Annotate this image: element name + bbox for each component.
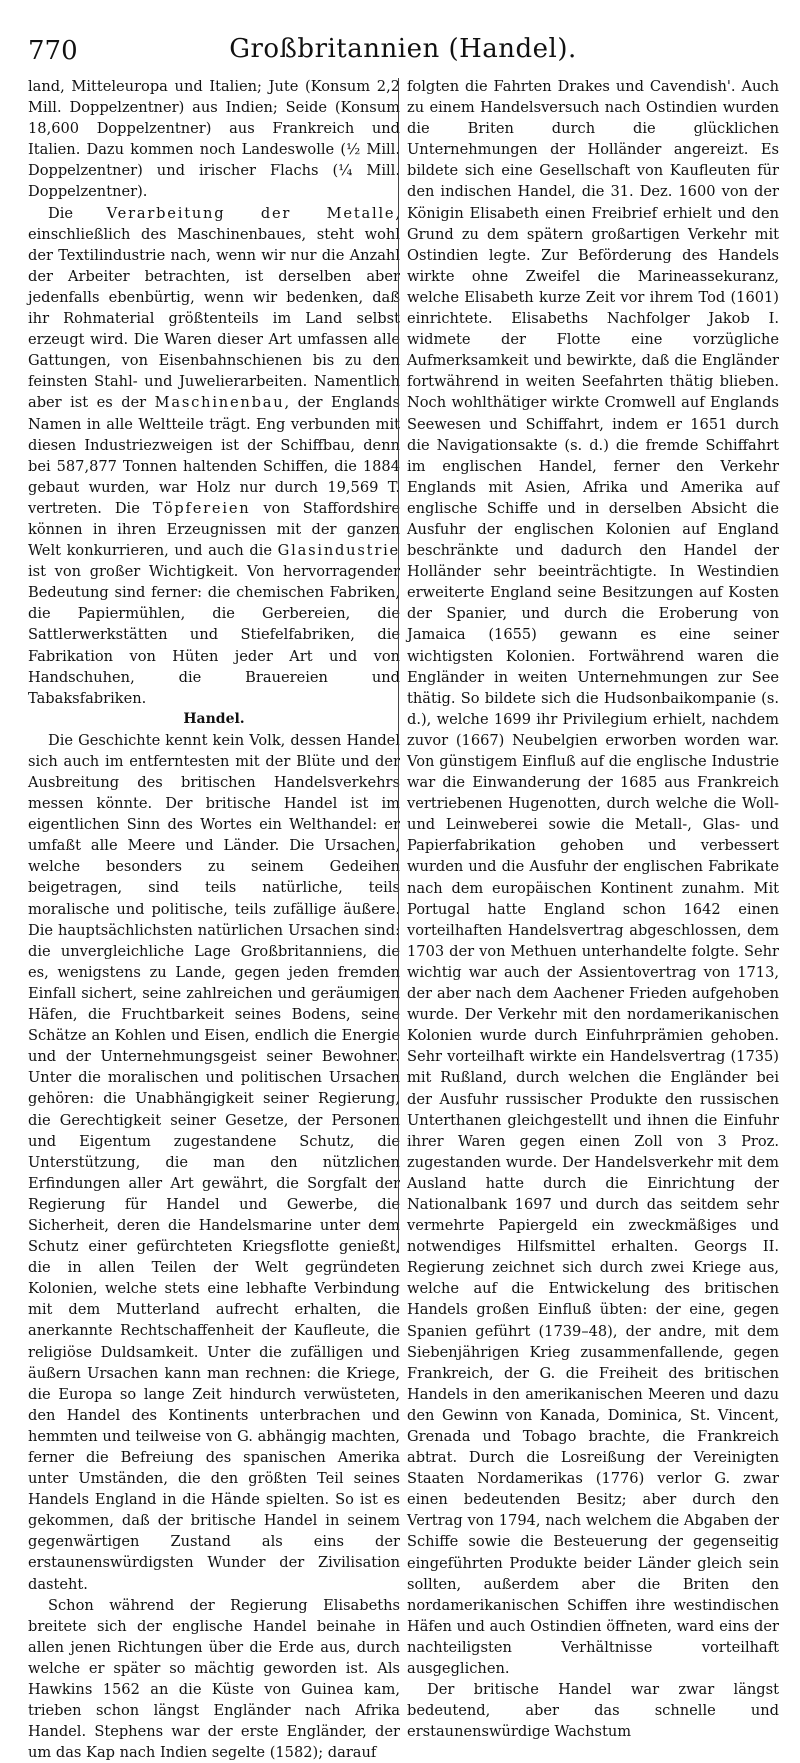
paragraph-text: , der Englands Namen in alle Weltteile trägt. Eng verbunden mit diesen Industriezweigen ist der Schiffbau, denn bei 587,877 Tonnen haltenden Schiffen, die 1884 gebaut wurden, war Holz nur durch 19,569 T. vertreten. Die [28, 394, 400, 517]
term-glass-industry: Glasindustrie [277, 542, 400, 560]
term-machine-building: Maschinenbau [154, 394, 285, 412]
paragraph-trade-history: Die Geschichte kennt kein Volk, dessen Handel sich auch im entferntesten mit der Blüte und der Ausbreitung des britischen Handelsverkehrs messen könnte. Der britische Handel ist im eigentlichen Sinn des Wortes ein Welthandel: er umfaßt alle Meere und Länder. Die Ursachen, welche besonders zu seinem Gedeihen beigetragen, sind teils natürliche, teils moralische und politische, teils zufällige äußere. Die hauptsächlichsten natürlichen Ursachen sind: die unvergleichliche Lage Großbritanniens, die es, wenigstens zu Lande, gegen jeden fremden Einfall sichert, seine zahlreichen und geräumigen Häfen, die Fruchtbarkeit seines Bodens, seine Schätze an Kohlen und Eisen, endlich die Energie und der Unternehmungsgeist seiner Bewohner. Unter die moralischen und politischen Ursachen gehören: die Unabhängigkeit seiner Regierung, die Gerechtigkeit seiner Gesetze, der Personen und Eigentum zugestandene Schutz, die Unterstützung, die man den nützlichen Erfindungen aller Art gewährt, die Sorgfalt der Regierung für Handel und Gewerbe, die Sicherheit, deren die Handelsmarine unter dem Schutz einer gefürchteten Kriegsflotte genießt, die in allen Teilen der Welt gegründeten Kolonien, welche stets eine lebhafte Verbindung mit dem Mutterland aufrecht erhalten, die anerkannte Rechtschaffenheit der Kaufleute, die religiöse Duldsamkeit. Unter die zufälligen und äußern Ursachen kann man rechnen: die Kriege, die Europa so lange Zeit hindurch verwüsteten, den Handel des Kontinents unterbrachen und hemmten und teilweise von G. abhängig machten, ferner die Befreiung des spanischen Amerika unter Umständen, die den größten Teil seines Handels England in die Hände spielten. So ist es gekommen, daß der britische Handel in seinem gegenwärtigen Zustand als eins der erstaunenswürdigsten Wunder der Zivilisation dasteht. [28, 731, 400, 1593]
left-column [28, 76, 400, 1763]
column-divider [398, 78, 399, 1253]
right-column [407, 76, 779, 1742]
paragraph-metal-processing [28, 203, 400, 709]
paragraph-text: ist von großer Wichtigkeit. Von hervorragender Bedeutung sind ferner: die chemischen Fabriken, die Papiermühlen, die Gerbereien, die Sattlerwerkstätten und Stiefelfabriken, die Fabrikation von Hüten jeder Art und von Handschuhen, die Brauereien und Tabaksfabriken. [28, 563, 400, 707]
term-metal-processing: Verarbeitung der Metalle [106, 204, 396, 222]
paragraph-textile-raw-materials: land, Mitteleuropa und Italien; Jute (Konsum 2,2 Mill. Doppelzentner) aus Indien; Seide (Konsum 18,600 Doppelzentner) aus Frankreich und Italien. Dazu kommen noch Landeswolle (½ Mill. Doppelzentner) und irischer Flachs (¼ Mill. Doppelzentner). [28, 78, 400, 201]
page-header [28, 30, 778, 70]
paragraph-text: von Staffordshire können in ihren Erzeugnissen mit der ganzen Welt konkurrieren, und auch die [28, 499, 400, 560]
term-potteries: Töpfereien [152, 499, 251, 517]
running-title: Großbritannien (Handel). [229, 34, 577, 64]
paragraph-elizabeth-era: Schon während der Regierung Elisabeths breitete sich der englische Handel beinahe in allen jenen Richtungen über die Erde aus, durch welche er später so mächtig geworden ist. Als Hawkins 1562 an die Küste von Guinea kam, trieben schon längst Engländer nach Afrika Handel. Stephens war der erste Engländer, der um das Kap nach Indien segelte (1582); darauf [28, 1596, 400, 1762]
paragraph-text: , einschließlich des Maschinenbaues, steht wohl der Textilindustrie nach, wenn wir nur die Anzahl der Arbeiter betrachten, ist derselben aber jedenfalls ebenbürtig, wenn wir bedenken, daß ihr Rohmaterial größtenteils im Land selbst erzeugt wird. Die Waren dieser Art umfassen alle Gattungen, von Eisenbahnschienen bis zu den feinsten Stahl- und Juwelierarbeiten. Namentlich aber ist es der [28, 204, 400, 412]
section-heading-handel: Handel. [183, 710, 245, 727]
page-number: 770 [28, 36, 78, 66]
paragraph-trade-growth: Der britische Handel war zwar längst bedeutend, aber das schnelle und erstaunenswürdige Wachstum [407, 1681, 779, 1741]
paragraph-trade-expansion: folgten die Fahrten Drakes und Cavendish'. Auch zu einem Handelsversuch nach Ostindien wurden die Briten durch die glücklichen Unternehmungen der Holländer angereizt. Es bildete sich eine Gesellschaft von Kaufleuten für den indischen Handel, die 31. Dez. 1600 von der Königin Elisabeth einen Freibrief erhielt und den Grund zu dem spätern großartigen Verkehr mit Ostindien legte. Zur Beförderung des Handels wirkte ohne Zweifel die Marineassekuranz, welche Elisabeth kurze Zeit vor ihrem Tod (1601) einrichtete. Elisabeths Nachfolger Jakob I. widmete der Flotte eine vorzügliche Aufmerksamkeit und bewirkte, daß die Engländer fortwährend in weiten Seefahrten thätig blieben. Noch wohlthätiger wirkte Cromwell auf Englands Seewesen und Schiffahrt, indem er 1651 durch die Navigationsakte (s. d.) die fremde Schiffahrt im englischen Handel, ferner den Verkehr Englands mit Asien, Afrika und Amerika auf englische Schiffe und in derselben Absicht die Ausfuhr der englischen Kolonien auf England beschränkte und dadurch den Handel der Holländer sehr beeinträchtigte. In Westindien erweiterte England seine Besitzungen auf Kosten der Spanier, und durch die Eroberung von Jamaica (1655) gewann es eine seiner wichtigsten Kolonien. Fortwährend waren die Engländer in weiten Unternehmungen zur See thätig. So bildete sich die Hudsonbaikompanie (s. d.), welche 1699 ihr Privilegium erhielt, nachdem zuvor (1667) Neubelgien erworben worden war. Von günstigem Einfluß auf die englische Industrie war die Einwanderung der 1685 aus Frankreich vertriebenen Hugenotten, durch welche die Woll- und Leinweberei sowie die Metall-, Glas- und Papierfabrikation gehoben und verbessert wurden und die Ausfuhr der englischen Fabrikate nach dem europäischen Kontinent zunahm. Mit Portugal hatte England schon 1642 einen vorteilhaften Handelsvertrag abgeschlossen, dem 1703 der von Methuen unterhandelte folgte. Sehr wichtig war auch der Assientovertrag von 1713, der aber nach dem Aachener Frieden aufgehoben wurde. Der Verkehr mit den nordamerikanischen Kolonien wurde durch Einfuhrprämien gehoben. Sehr vorteilhaft wirkte ein Handelsvertrag (1735) mit Rußland, durch welchen die Engländer bei der Ausfuhr russischer Produkte den russischen Unterthanen gleichgestellt und ihnen die Einfuhr ihrer Waren gegen einen Zoll von 3 Proz. zugestanden wurde. Der Handelsverkehr mit dem Ausland hatte durch die Einrichtung der Nationalbank 1697 und durch das seitdem sehr vermehrte Papiergeld ein zweckmäßiges und notwendiges Hilfsmittel erhalten. Georgs II. Regierung zeichnet sich durch zwei Kriege aus, welche auf die Entwickelung des britischen Handels großen Einfluß übten: der eine, gegen Spanien geführt (1739–48), der andre, mit dem Siebenjährigen Krieg zusammenfallende, gegen Frankreich, der G. die Freiheit des britischen Handels in den amerikanischen Meeren und dazu den Gewinn von Kanada, Dominica, St. Vincent, Grenada und Tobago brachte, die Frankreich abtrat. Durch die Losreißung der Vereinigten Staaten Nordamerikas (1776) verlor G. zwar einen bedeutenden Besitz; aber durch den Vertrag von 1794, nach welchem die Abgaben der Schiffe sowie die Besteuerung der gegenseitig eingeführten Produkte beider Länder gleich sein sollten, außerdem aber die Briten den nordamerikanischen Schiffen ihre westindischen Häfen und auch Ostindien öffneten, ward eins der nachteiligsten Verhältnisse vorteilhaft ausgeglichen. [407, 78, 779, 1678]
paragraph-lead: Die [48, 204, 107, 222]
